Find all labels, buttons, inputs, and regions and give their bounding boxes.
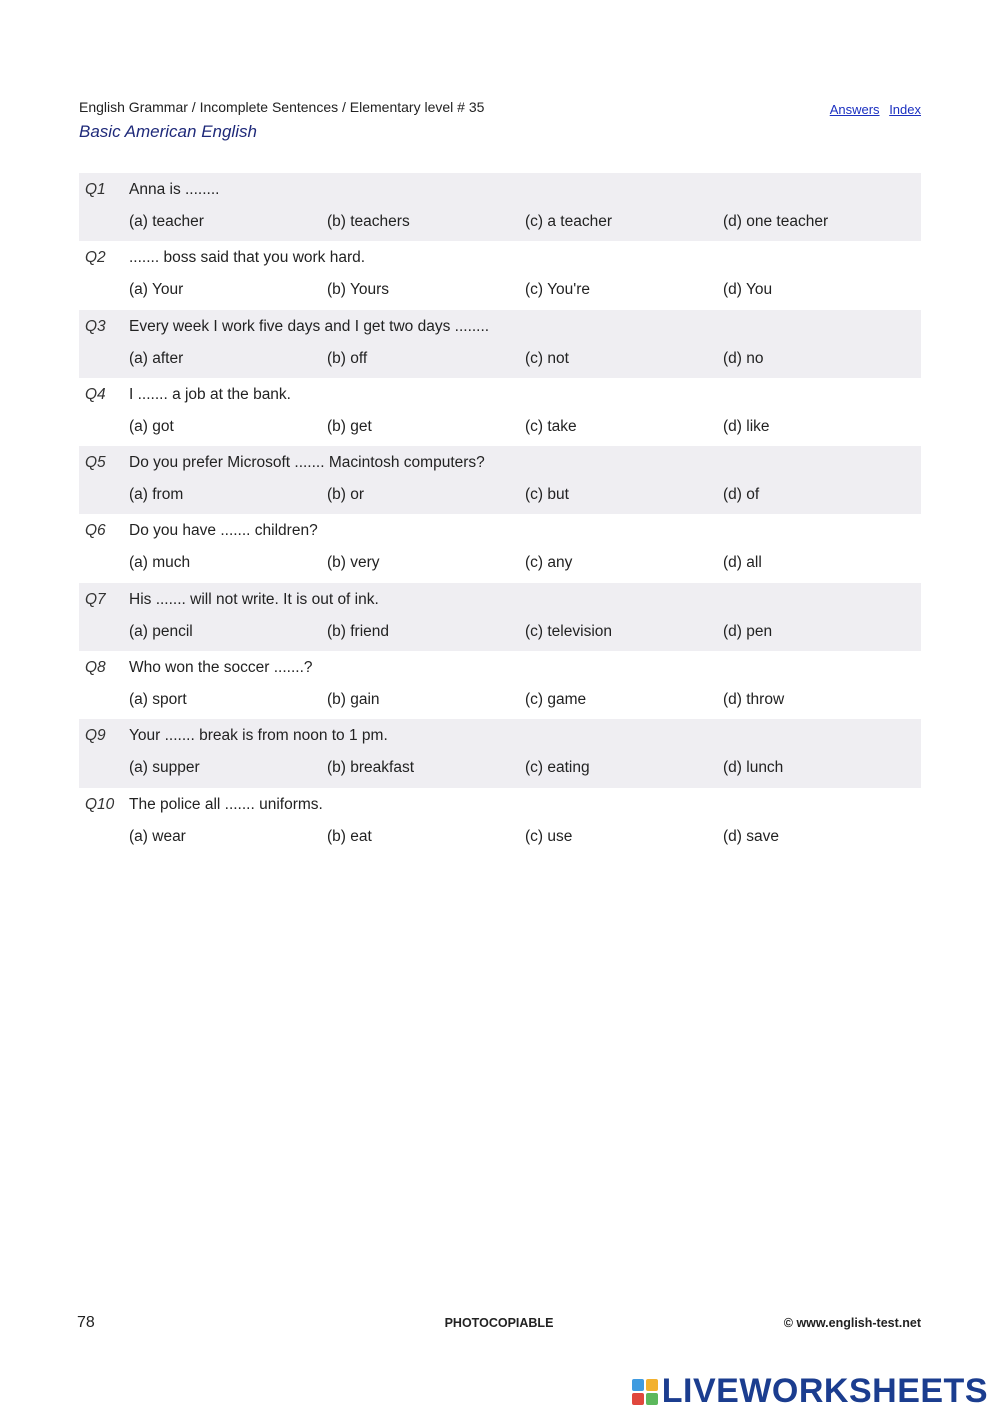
question-text: I ....... a job at the bank. [129,385,291,403]
index-link[interactable]: Index [889,102,921,117]
question-row [79,378,921,446]
question-line [79,659,921,685]
question-line [79,522,921,548]
question-number: Q1 [85,181,106,198]
question-row [79,514,921,582]
answer-option[interactable]: (a) from [129,486,184,504]
answer-options [129,486,921,504]
question-number: Q10 [85,795,115,813]
answer-option[interactable]: (c) but [525,486,569,504]
answer-option[interactable]: (b) breakfast [327,759,415,777]
answer-option[interactable]: (b) teachers [327,213,410,230]
question-number: Q6 [85,522,106,540]
question-text: Do you prefer Microsoft ....... Macintosh computers? [129,454,485,472]
question-line [79,727,921,753]
question-number: Q2 [85,249,106,267]
question-line [79,454,921,480]
answer-option[interactable]: (c) You're [525,281,590,299]
answer-option[interactable]: (c) any [525,554,573,572]
answer-option[interactable]: (c) use [525,827,573,845]
answer-options [129,691,921,709]
answer-option[interactable]: (b) very [327,554,380,572]
answers-link[interactable]: Answers [829,102,880,117]
answer-option[interactable]: (b) get [327,417,372,435]
question-text: Your ....... break is from noon to 1 pm. [129,727,388,745]
answer-options [129,759,921,777]
question-row [79,310,921,378]
page-header [79,99,921,142]
answer-option[interactable]: (c) game [525,691,587,709]
header-links [824,102,921,117]
answer-option[interactable]: (c) eating [525,759,590,777]
answer-option[interactable]: (b) Yours [327,281,390,299]
answer-options [129,554,921,572]
question-text: Do you have ....... children? [129,522,318,540]
answer-option[interactable]: (d) all [723,554,762,572]
question-line [79,249,921,275]
answer-option[interactable]: (b) or [327,486,365,504]
answer-option[interactable]: (b) eat [327,827,372,845]
answer-option[interactable]: (a) much [129,554,191,572]
question-text: Who won the soccer .......? [129,659,313,677]
breadcrumb: English Grammar / Incomplete Sentences / Elementary level # 35 [79,99,485,115]
question-row [79,788,921,856]
answer-option[interactable]: (a) sport [129,691,187,709]
question-text: Anna is ........ [129,181,220,198]
page-number: 78 [77,1314,95,1331]
answer-option[interactable]: (a) wear [129,827,186,845]
question-row [79,173,921,241]
answer-option[interactable]: (a) Your [129,281,184,299]
question-row [79,719,921,787]
answer-option[interactable]: (b) friend [327,622,390,640]
question-number: Q7 [85,590,106,608]
question-number: Q3 [85,317,106,335]
answer-option[interactable]: (a) teacher [129,213,204,230]
answer-options [129,213,921,231]
liveworksheets-logo [632,1372,988,1411]
answer-options [129,623,921,641]
answer-option[interactable]: (d) save [723,827,779,845]
question-row [79,446,921,514]
question-row [79,241,921,309]
answer-option[interactable]: (d) one teacher [723,213,829,230]
answer-option[interactable]: (d) You [723,281,773,299]
question-line [79,796,921,822]
answer-option[interactable]: (d) lunch [723,759,784,777]
question-number: Q5 [85,454,106,472]
question-line [79,386,921,412]
question-row [79,651,921,719]
photocopiable-label: PHOTOCOPIABLE [444,1316,554,1330]
question-line [79,591,921,617]
copyright-label: © www.english-test.net [783,1316,921,1330]
page-subtitle: Basic American English [79,122,257,141]
answer-option[interactable]: (a) pencil [129,622,193,640]
answer-option[interactable]: (c) a teacher [525,213,613,230]
answer-option[interactable]: (a) supper [129,759,200,777]
question-list [79,173,921,856]
answer-option[interactable]: (b) gain [327,691,380,709]
question-number: Q9 [85,727,106,745]
answer-option[interactable]: (d) no [723,349,764,367]
answer-option[interactable]: (c) television [525,622,612,640]
answer-options [129,828,921,846]
question-number: Q8 [85,659,106,677]
question-text: ....... boss said that you work hard. [129,249,366,267]
answer-option[interactable]: (d) of [723,486,760,504]
answer-option[interactable]: (a) after [129,349,184,367]
question-line [79,181,921,207]
answer-option[interactable]: (c) not [525,349,569,367]
answer-option[interactable]: (b) off [327,349,368,367]
answer-options [129,350,921,368]
logo-text: LIVEWORKSHEETS [661,1372,988,1410]
answer-option[interactable]: (a) got [129,417,174,435]
question-text: His ....... will not write. It is out of ink. [129,590,379,608]
answer-options [129,281,921,299]
question-row [79,583,921,651]
answer-options [129,418,921,436]
answer-option[interactable]: (d) throw [723,691,785,709]
answer-option[interactable]: (d) like [723,417,770,435]
answer-option[interactable]: (c) take [525,417,577,435]
question-text: The police all ....... uniforms. [129,795,323,813]
question-text: Every week I work five days and I get two days ........ [129,317,490,335]
question-number: Q4 [85,385,106,403]
logo-grid-icon [632,1379,658,1405]
question-line [79,318,921,344]
answer-option[interactable]: (d) pen [723,622,773,640]
